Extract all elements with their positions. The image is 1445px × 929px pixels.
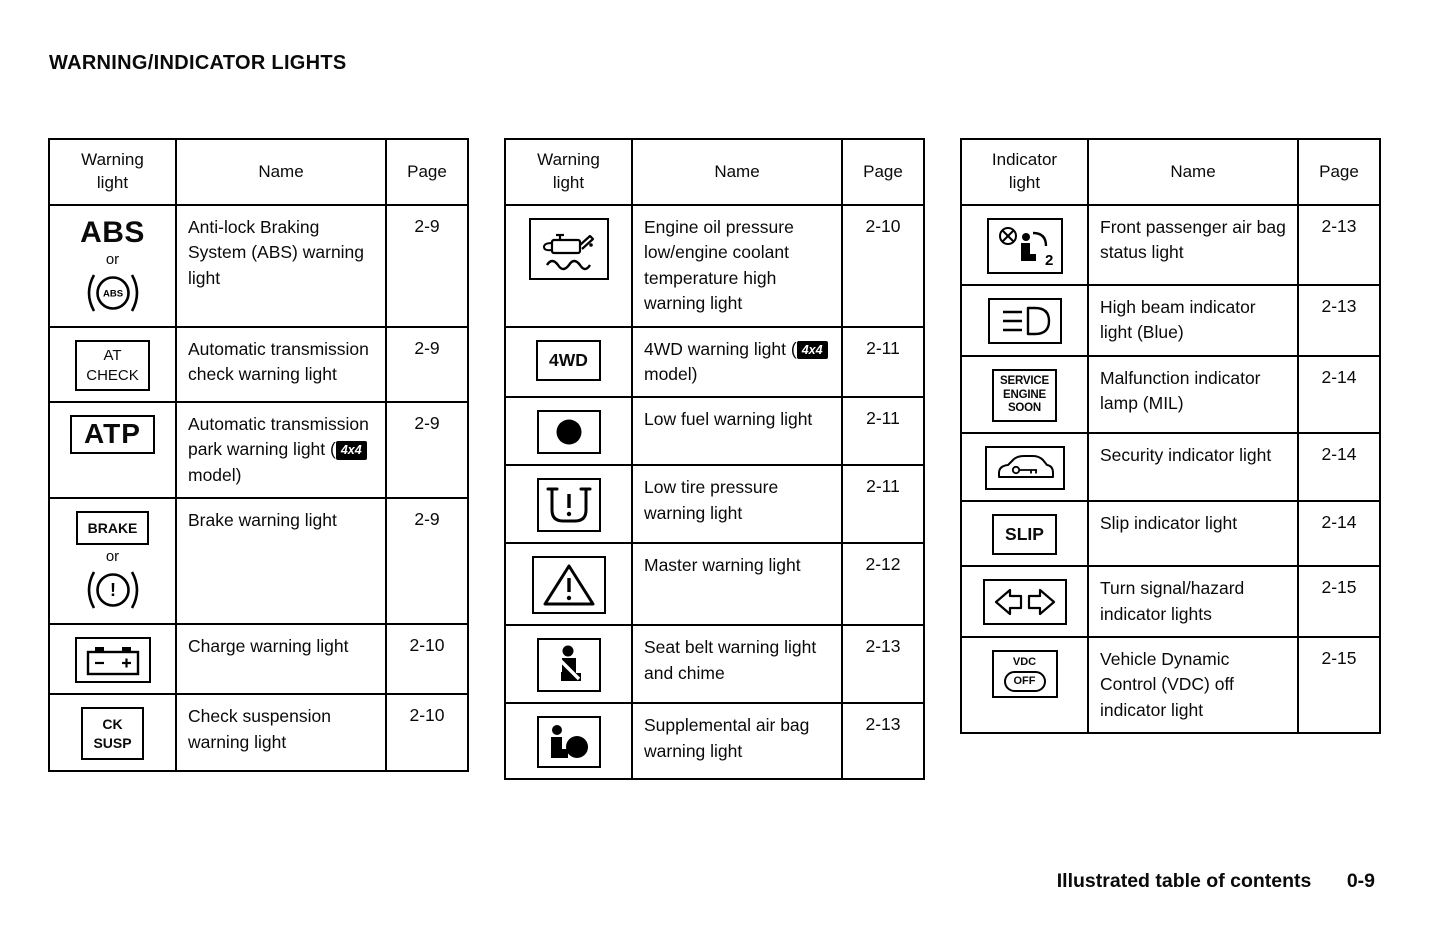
page-ref-cell: 2-13 — [1298, 285, 1380, 356]
light-row — [49, 205, 468, 327]
page-ref-cell: 2-15 — [1298, 566, 1380, 637]
light-box-line: ENGINE — [1003, 388, 1046, 401]
light-name-text: High beam indicator light (Blue) — [1100, 297, 1256, 343]
light-row — [961, 501, 1380, 566]
light-row — [505, 703, 924, 779]
page-ref-cell: 2-14 — [1298, 356, 1380, 433]
warning-light-cell — [505, 703, 632, 779]
svg-text:ABS: ABS — [102, 288, 123, 300]
high-beam-icon — [988, 298, 1062, 344]
tire-pressure-icon — [537, 478, 601, 532]
oil-pressure-coolant-icon — [529, 218, 609, 280]
page-ref-cell: 2-9 — [386, 402, 468, 498]
light-row — [505, 465, 924, 543]
high-beam-icon — [997, 304, 1053, 338]
light-box-line: AT — [103, 347, 122, 364]
svg-text:!: ! — [109, 580, 116, 601]
master-warning-icon — [532, 556, 606, 614]
page-footer — [48, 870, 1375, 893]
light-name-cell — [176, 694, 386, 770]
light-name-text: Low tire pressure warning light — [644, 477, 779, 523]
light-name-text: Automatic transmission park warning light ( — [188, 414, 369, 460]
page-ref-cell: 2-15 — [1298, 637, 1380, 733]
page-ref-cell: 2-11 — [842, 465, 924, 543]
warning-light-cell — [49, 402, 176, 498]
tire-pressure-icon — [546, 484, 592, 526]
page-ref-cell: 2-14 — [1298, 501, 1380, 566]
4x4-badge: 4x4 — [797, 341, 828, 359]
passenger-air-bag-icon — [996, 224, 1054, 268]
oil-pressure-coolant-icon — [538, 224, 600, 274]
air-bag-icon — [537, 716, 601, 768]
light-name-text: Seat belt warning light and chime — [644, 637, 817, 683]
4x4-badge: 4x4 — [336, 441, 367, 459]
vdc-label: VDC — [1012, 655, 1037, 668]
warning-light-cell — [49, 327, 176, 402]
light-name-cell — [632, 543, 842, 625]
warning-light-cell — [49, 624, 176, 694]
light-row — [49, 498, 468, 624]
light-name-text: Check suspension warning light — [188, 706, 331, 752]
light-name-text: Supplemental air bag warning light — [644, 715, 810, 761]
light-box-line: SERVICE — [1000, 374, 1049, 387]
light-name-text: Master warning light — [644, 555, 801, 576]
light-name-cell — [632, 327, 842, 398]
column-header: Page — [1298, 139, 1380, 205]
warning-light-cell — [505, 327, 632, 398]
light-name-text: Brake warning light — [188, 510, 337, 531]
column-header: Warning light — [49, 139, 176, 205]
light-name-cell — [1088, 566, 1298, 637]
warning-light-cell — [505, 625, 632, 703]
turn-signal-arrows-icon — [983, 579, 1067, 625]
light-box-line: 4WD — [549, 349, 588, 370]
page-title: WARNING/INDICATOR LIGHTS — [49, 52, 347, 74]
light-name-cell — [632, 205, 842, 327]
column-header: Warning light — [505, 139, 632, 205]
light-name-cell — [1088, 501, 1298, 566]
or-label: or — [105, 548, 120, 566]
light-name-cell — [1088, 433, 1298, 501]
low-fuel-icon — [537, 410, 601, 454]
page-ref-cell: 2-9 — [386, 205, 468, 327]
air-bag-icon — [546, 722, 592, 762]
warning-light-cell — [505, 543, 632, 625]
warning-light-cell — [505, 205, 632, 327]
light-row — [961, 637, 1380, 733]
page-ref-cell: 2-12 — [842, 543, 924, 625]
security-car-key-icon — [985, 446, 1065, 490]
4wd-icon — [536, 340, 601, 381]
page-ref-cell: 2-10 — [386, 624, 468, 694]
page-ref-cell: 2-13 — [1298, 205, 1380, 285]
light-name-cell — [176, 205, 386, 327]
page-ref-cell: 2-13 — [842, 625, 924, 703]
brake-text-icon — [76, 511, 150, 545]
warning-light-cell — [505, 465, 632, 543]
light-name-cell — [176, 327, 386, 402]
warning-light-cell — [961, 566, 1088, 637]
light-row — [49, 694, 468, 770]
light-name-text: model) — [644, 363, 698, 384]
light-name-text: model) — [188, 464, 242, 485]
column-header: Name — [632, 139, 842, 205]
light-name-text: Turn signal/hazard indicator lights — [1100, 578, 1245, 624]
footer-page-number: 0-9 — [1346, 870, 1375, 892]
light-row — [505, 543, 924, 625]
light-box-line: BRAKE — [87, 520, 138, 537]
page-ref-cell: 2-9 — [386, 498, 468, 624]
security-car-key-icon — [994, 452, 1056, 484]
light-name-cell — [176, 498, 386, 624]
indicator-lights-table — [960, 138, 1381, 734]
light-row — [961, 566, 1380, 637]
page-ref-cell: 2-10 — [842, 205, 924, 327]
column-header: Name — [176, 139, 386, 205]
light-row — [505, 327, 924, 398]
low-fuel-icon — [551, 417, 587, 447]
light-row — [505, 625, 924, 703]
header-row — [961, 139, 1380, 205]
page-ref-cell: 2-9 — [386, 327, 468, 402]
light-name-cell — [632, 703, 842, 779]
off-oval-label: OFF — [1004, 671, 1046, 692]
light-box-line: SUSP — [93, 734, 132, 751]
light-box-line: CK — [102, 716, 123, 733]
warning-light-cell — [961, 205, 1088, 285]
warning-light-cell — [961, 501, 1088, 566]
light-row — [49, 327, 468, 402]
warning-light-cell — [49, 205, 176, 327]
warning-light-cell — [505, 397, 632, 465]
seat-belt-icon — [537, 638, 601, 692]
light-name-text: Automatic transmission check warning light — [188, 339, 369, 385]
atp-icon — [70, 415, 155, 454]
warning-lights-table-1 — [48, 138, 469, 772]
warning-light-cell — [49, 498, 176, 624]
footer-section-label: Illustrated table of contents — [1056, 870, 1312, 892]
warning-light-cell — [961, 433, 1088, 501]
light-name-text: Slip indicator light — [1100, 513, 1238, 534]
light-row — [49, 402, 468, 498]
light-name-text: Security indicator light — [1100, 445, 1272, 466]
light-name-text: Front passenger air bag status light — [1100, 217, 1286, 263]
column-header: Indicator light — [961, 139, 1088, 205]
ck-susp-icon — [81, 707, 143, 759]
column-header: Page — [842, 139, 924, 205]
warning-light-cell — [961, 285, 1088, 356]
light-box-line: SLIP — [1005, 524, 1044, 545]
light-name-text: Engine oil pressure low/engine coolant temperature high warning light — [644, 217, 794, 314]
light-row — [961, 433, 1380, 501]
light-box-line: SOON — [1007, 402, 1042, 415]
header-row — [505, 139, 924, 205]
light-row — [961, 205, 1380, 285]
light-row — [961, 356, 1380, 433]
light-name-cell — [176, 624, 386, 694]
seat-belt-icon — [551, 644, 587, 686]
passenger-air-bag-icon — [987, 218, 1063, 274]
slip-icon — [992, 514, 1057, 555]
page-ref-cell: 2-10 — [386, 694, 468, 770]
light-name-text: Low fuel warning light — [644, 409, 813, 430]
header-row — [49, 139, 468, 205]
battery-icon — [84, 643, 142, 677]
svg-text:2: 2 — [1044, 252, 1053, 268]
light-box-line: CHECK — [86, 366, 139, 384]
vdc-off-icon — [992, 650, 1058, 699]
light-name-cell — [1088, 356, 1298, 433]
abs-text: ABS — [80, 216, 145, 249]
light-row — [49, 624, 468, 694]
page-ref-cell: 2-13 — [842, 703, 924, 779]
light-row — [505, 205, 924, 327]
light-name-cell — [632, 465, 842, 543]
master-warning-icon — [541, 562, 597, 608]
at-check-icon — [75, 340, 150, 391]
light-name-text: Anti-lock Braking System (ABS) warning light — [188, 217, 365, 288]
warning-light-cell — [961, 356, 1088, 433]
light-name-cell — [176, 402, 386, 498]
page-ref-cell: 2-11 — [842, 327, 924, 398]
light-box-line: ATP — [84, 418, 141, 449]
warning-lights-table-2 — [504, 138, 925, 780]
light-row — [505, 397, 924, 465]
light-name-cell — [632, 625, 842, 703]
light-name-text: Charge warning light — [188, 636, 349, 657]
tables-row — [48, 138, 1381, 780]
column-header: Name — [1088, 139, 1298, 205]
warning-light-cell — [961, 637, 1088, 733]
brake-circle-icon — [56, 567, 169, 613]
light-name-text: Malfunction indicator lamp (MIL) — [1100, 367, 1261, 414]
page-ref-cell: 2-11 — [842, 397, 924, 465]
light-name-text: 4WD warning light ( — [644, 338, 797, 359]
light-name-cell — [632, 397, 842, 465]
page-ref-cell: 2-14 — [1298, 433, 1380, 501]
light-name-text: Vehicle Dynamic Control (VDC) off indicator light — [1100, 648, 1234, 720]
battery-icon — [75, 637, 151, 683]
light-row — [961, 285, 1380, 356]
warning-light-cell — [49, 694, 176, 770]
column-header: Page — [386, 139, 468, 205]
service-engine-soon-icon — [992, 369, 1057, 422]
light-name-cell — [1088, 205, 1298, 285]
or-label: or — [105, 251, 120, 268]
light-name-cell — [1088, 285, 1298, 356]
turn-signal-arrows-icon — [992, 585, 1058, 619]
light-name-cell — [1088, 637, 1298, 733]
abs-circle-icon — [56, 270, 169, 316]
